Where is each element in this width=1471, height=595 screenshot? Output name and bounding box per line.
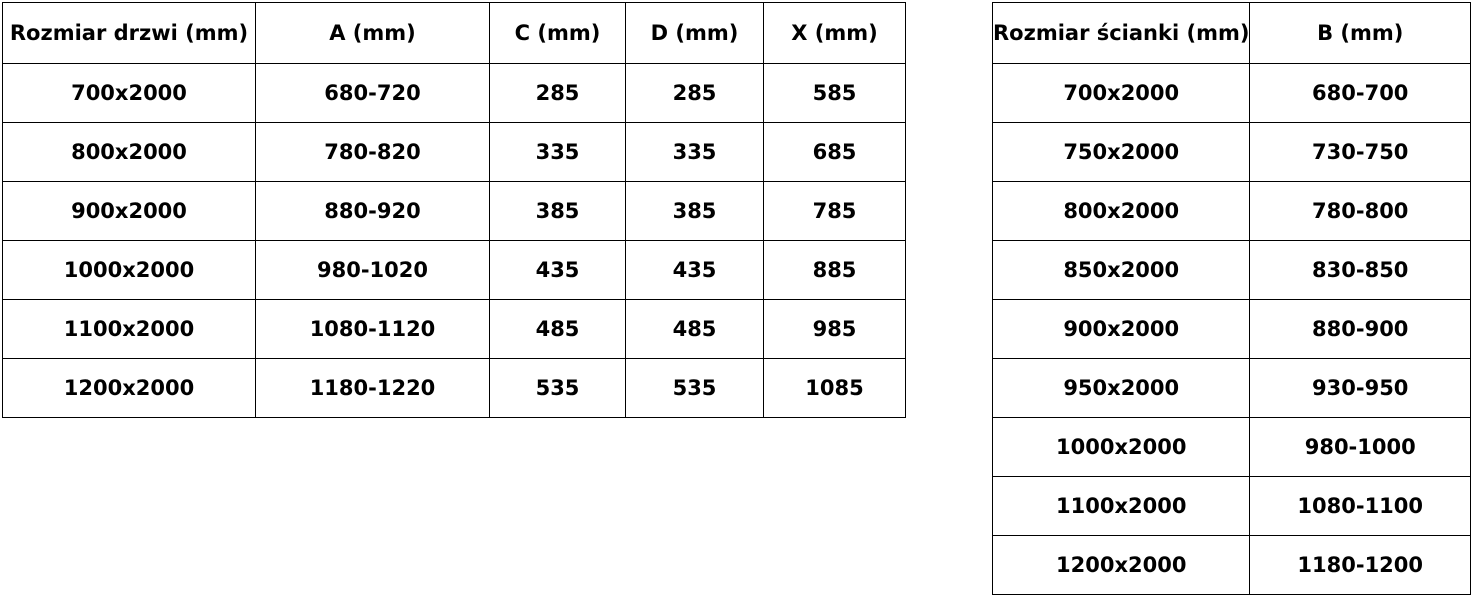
cell-a: 1080-1120 xyxy=(256,300,490,359)
cell-door-size: 900x2000 xyxy=(3,182,256,241)
cell-a: 680-720 xyxy=(256,64,490,123)
cell-d: 335 xyxy=(626,123,764,182)
cell-wall-size: 850x2000 xyxy=(993,241,1250,300)
cell-b: 680-700 xyxy=(1250,64,1471,123)
doors-table-body xyxy=(3,64,906,418)
table-row xyxy=(3,241,906,300)
cell-door-size: 1200x2000 xyxy=(3,359,256,418)
cell-wall-size: 950x2000 xyxy=(993,359,1250,418)
cell-d: 485 xyxy=(626,300,764,359)
table-row xyxy=(3,123,906,182)
doors-table-header xyxy=(3,3,906,64)
column-header-d: D (mm) xyxy=(626,3,764,64)
cell-c: 485 xyxy=(490,300,626,359)
cell-door-size: 1100x2000 xyxy=(3,300,256,359)
wall-table-header xyxy=(993,3,1471,64)
column-header-c: C (mm) xyxy=(490,3,626,64)
table-row xyxy=(3,64,906,123)
cell-door-size: 1000x2000 xyxy=(3,241,256,300)
cell-d: 285 xyxy=(626,64,764,123)
cell-door-size: 800x2000 xyxy=(3,123,256,182)
column-header-wall-size: Rozmiar ścianki (mm) xyxy=(993,3,1250,64)
cell-a: 1180-1220 xyxy=(256,359,490,418)
cell-b: 1180-1200 xyxy=(1250,536,1471,595)
cell-b: 930-950 xyxy=(1250,359,1471,418)
cell-x: 585 xyxy=(764,64,906,123)
column-header-b: B (mm) xyxy=(1250,3,1471,64)
column-header-a: A (mm) xyxy=(256,3,490,64)
cell-x: 885 xyxy=(764,241,906,300)
wall-table-body xyxy=(993,64,1471,595)
cell-c: 385 xyxy=(490,182,626,241)
table-row xyxy=(993,300,1471,359)
cell-d: 535 xyxy=(626,359,764,418)
cell-d: 385 xyxy=(626,182,764,241)
table-row xyxy=(993,536,1471,595)
cell-wall-size: 1100x2000 xyxy=(993,477,1250,536)
cell-b: 780-800 xyxy=(1250,182,1471,241)
cell-b: 830-850 xyxy=(1250,241,1471,300)
cell-door-size: 700x2000 xyxy=(3,64,256,123)
cell-b: 730-750 xyxy=(1250,123,1471,182)
cell-x: 785 xyxy=(764,182,906,241)
column-header-x: X (mm) xyxy=(764,3,906,64)
cell-a: 980-1020 xyxy=(256,241,490,300)
cell-wall-size: 800x2000 xyxy=(993,182,1250,241)
cell-b: 1080-1100 xyxy=(1250,477,1471,536)
table-row xyxy=(993,241,1471,300)
table-row xyxy=(3,182,906,241)
cell-x: 685 xyxy=(764,123,906,182)
column-header-door-size: Rozmiar drzwi (mm) xyxy=(3,3,256,64)
cell-x: 1085 xyxy=(764,359,906,418)
wall-dimensions-table xyxy=(992,2,1471,595)
table-header-row xyxy=(993,3,1471,64)
table-row xyxy=(993,418,1471,477)
cell-b: 980-1000 xyxy=(1250,418,1471,477)
cell-c: 535 xyxy=(490,359,626,418)
cell-c: 435 xyxy=(490,241,626,300)
cell-c: 285 xyxy=(490,64,626,123)
cell-wall-size: 900x2000 xyxy=(993,300,1250,359)
table-row xyxy=(993,477,1471,536)
table-row xyxy=(993,359,1471,418)
table-row xyxy=(993,182,1471,241)
table-row xyxy=(993,123,1471,182)
doors-dimensions-table xyxy=(2,2,906,418)
cell-c: 335 xyxy=(490,123,626,182)
table-header-row xyxy=(3,3,906,64)
cell-d: 435 xyxy=(626,241,764,300)
table-row xyxy=(993,64,1471,123)
cell-x: 985 xyxy=(764,300,906,359)
cell-a: 780-820 xyxy=(256,123,490,182)
cell-wall-size: 700x2000 xyxy=(993,64,1250,123)
table-row xyxy=(3,300,906,359)
table-row xyxy=(3,359,906,418)
cell-wall-size: 750x2000 xyxy=(993,123,1250,182)
cell-wall-size: 1000x2000 xyxy=(993,418,1250,477)
cell-b: 880-900 xyxy=(1250,300,1471,359)
cell-a: 880-920 xyxy=(256,182,490,241)
cell-wall-size: 1200x2000 xyxy=(993,536,1250,595)
